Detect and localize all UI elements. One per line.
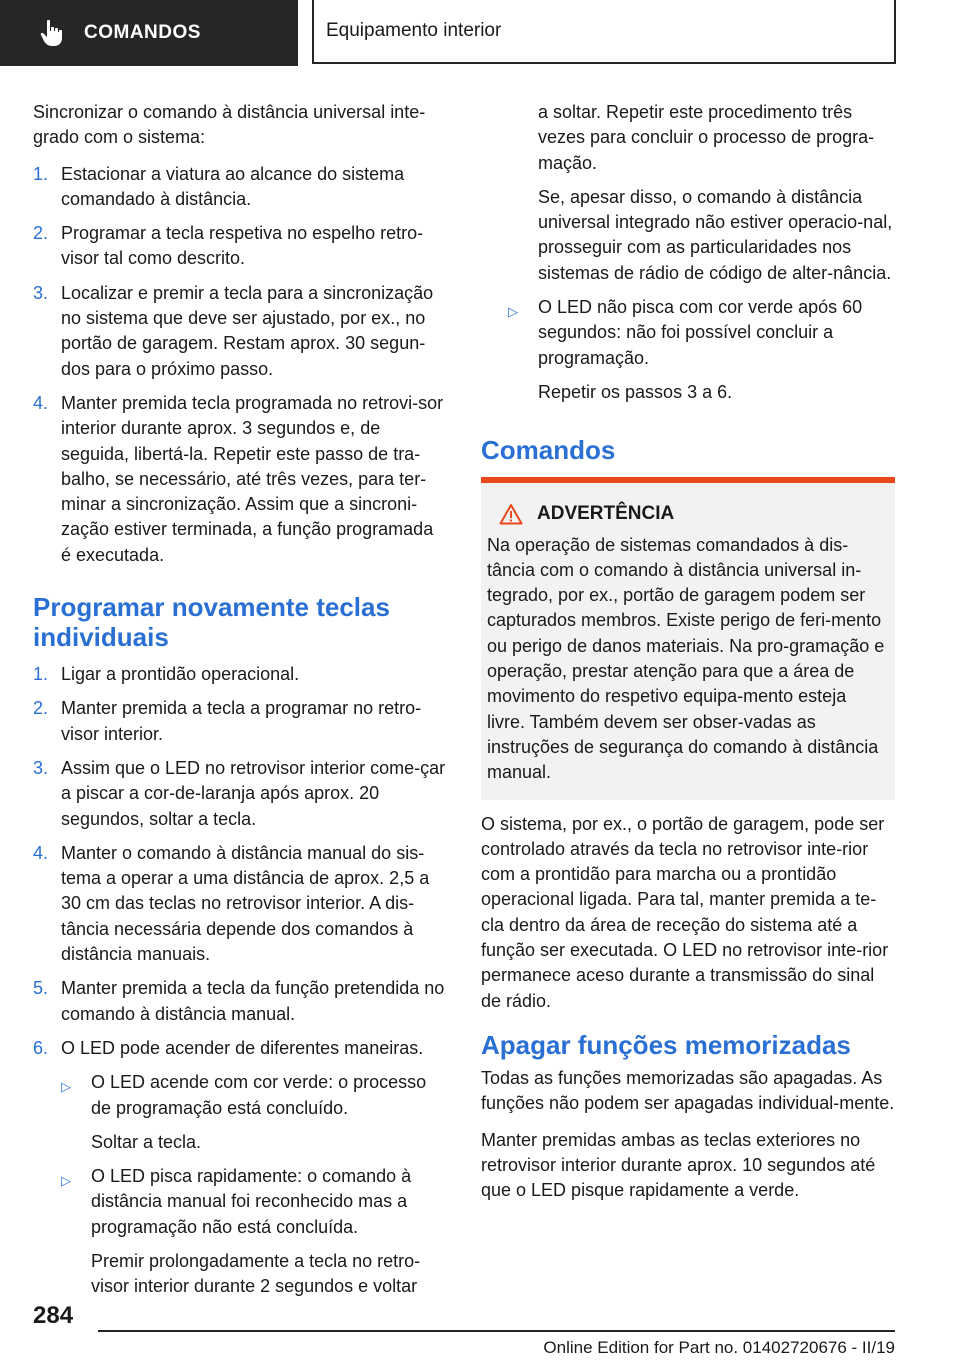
list-item — [33, 841, 448, 967]
list-item — [33, 756, 448, 832]
bullet-text: O LED acende com cor verde: o processo de programação está concluído. — [91, 1072, 427, 1118]
triangle-bullet-icon: ▷ — [508, 304, 518, 320]
sync-steps-list — [33, 162, 448, 568]
warning-title-text: ADVERTÊNCIA — [537, 503, 675, 525]
warning-text: Na operação de sistemas comandados à dis-tância com o comando à distância universal in-tegrado, por ex., portão de garagem podem ser capturados membros. Existe perigo de feri-mento ou perigo de danos materiais. Na pro-gramação e operação, prestar atenção para que a área de movimento do respetivo equipa-mento esteja livre. Também devem ser obser-vadas as instruções de segurança do comando à distância manual. — [487, 534, 885, 783]
step-number: 5. — [33, 978, 49, 999]
chapter-tab — [0, 0, 298, 66]
triangle-bullet-icon: ▷ — [61, 1079, 71, 1095]
page-number: 284 — [33, 1302, 74, 1329]
list-item — [33, 662, 448, 687]
warning-box — [481, 483, 895, 799]
list-item — [33, 696, 448, 747]
step-text: Localizar e premir a tecla para a sincronização no sistema que deve ser ajustado, por ex., no portão de garagem. Restam aprox. 30 segun-dos para o próximo passo. — [61, 282, 434, 379]
step-number: 3. — [33, 282, 49, 303]
page-footer — [0, 1300, 960, 1362]
chapter-label: COMANDOS — [84, 22, 201, 43]
list-item — [33, 391, 448, 568]
section-heading-erase: Apagar funções memorizadas — [481, 1029, 851, 1060]
section-heading-reprogram: Programar novamente teclas individuais — [33, 592, 390, 653]
step-text: Assim que o LED no retrovisor interior come-çar a piscar a cor-de-laranja após aprox. 20 segundos, soltar a tecla. — [61, 757, 446, 829]
step-text: Manter premida a tecla da função pretendida no comando à distância manual. — [61, 978, 445, 1024]
reprogram-steps-list — [33, 662, 448, 1300]
list-item — [33, 976, 448, 1027]
list-item — [33, 281, 448, 382]
bullet-continuation — [538, 100, 895, 286]
continuation-text: Se, apesar disso, o comando à distância universal integrado não estiver operacio-nal, prosseguir com as particularidades nos sistemas de rádio de código de alter-nância. — [538, 186, 893, 283]
step-text: Estacionar a viatura ao alcance do sistema comandado à distância. — [61, 163, 405, 209]
triangle-bullet-icon: ▷ — [61, 1173, 71, 1189]
bullet-text: O LED não pisca com cor verde após 60 segundos: não foi possível concluir a programação. — [538, 297, 863, 368]
list-item — [508, 295, 895, 405]
section-title: Equipamento interior — [326, 20, 502, 41]
step-number: 3. — [33, 757, 49, 778]
step-number: 4. — [33, 392, 49, 413]
page-header — [0, 0, 960, 66]
intro-paragraph: Sincronizar o comando à distância universal inte-grado com o sistema: — [33, 102, 426, 148]
step-number: 4. — [33, 842, 49, 863]
bullet-extra: Premir prolongadamente a tecla no retro-visor interior durante 2 segundos e voltar — [91, 1250, 421, 1297]
list-item — [33, 221, 448, 272]
step-text: Manter o comando à distância manual do sis-tema a operar a uma distância de aprox. 2,5 a 30 cm das teclas no retrovisor interior. A dis-tância necessária depende dos comandos à distância manuais. — [61, 842, 430, 965]
section-heading-comandos: Comandos — [481, 435, 616, 466]
list-item — [61, 1164, 448, 1299]
left-column — [33, 100, 448, 1309]
erase-paragraph: Todas as funções memorizadas são apagadas. As funções não podem ser apagadas individual-mente. — [481, 1067, 895, 1114]
bullet-extra: Soltar a tecla. — [91, 1131, 202, 1152]
step-number: 1. — [33, 163, 49, 184]
step-number: 1. — [33, 664, 49, 685]
list-item — [33, 162, 448, 213]
step-text: Manter premida a tecla a programar no retro-visor interior. — [61, 698, 422, 744]
warning-title — [499, 501, 885, 526]
operation-paragraph: O sistema, por ex., o portão de garagem, pode ser controlado através da tecla no retrovisor inte-rior com a prontidão para marcha ou a prontidão operacional ligada. Para tal, manter premida a te-cla dentro da área de receção do sistema até a função ser executada. O LED no retrovisor inte-rior permanece aceso durante a transmissão do sinal de rádio. — [481, 813, 889, 1011]
right-column — [481, 100, 895, 1214]
hand-pointer-icon — [38, 18, 66, 48]
step-number: 6. — [33, 1037, 49, 1058]
bullet-text: O LED pisca rapidamente: o comando à distância manual foi reconhecido mas a programação não está concluída. — [91, 1166, 412, 1237]
bullet-extra: Repetir os passos 3 a 6. — [538, 381, 733, 402]
step-number: 2. — [33, 698, 49, 719]
section-title-box — [312, 0, 896, 64]
continuation-text: a soltar. Repetir este procedimento três vezes para concluir o processo de progra-mação. — [538, 102, 875, 173]
erase-instructions: Manter premidas ambas as teclas exteriores no retrovisor interior durante aprox. 10 segundos até que o LED pisque rapidamente a verde. — [481, 1129, 876, 1201]
list-item — [33, 1036, 448, 1300]
list-item — [61, 1070, 448, 1155]
step-text: Programar a tecla respetiva no espelho retro-visor tal como descrito. — [61, 223, 424, 269]
edition-text: Online Edition for Part no. 01402720676 - II/19 — [543, 1338, 895, 1357]
step-text: Ligar a prontidão operacional. — [61, 664, 300, 685]
warning-triangle-icon — [499, 503, 523, 525]
step-number: 2. — [33, 223, 49, 244]
footer-rule — [98, 1330, 895, 1332]
step-text: O LED pode acender de diferentes maneiras. — [61, 1037, 424, 1058]
step-text: Manter premida tecla programada no retrovi-sor interior durante aprox. 3 segundos e, de seguida, libertá-la. Repetir este passo de tra-balho, se necessário, até três vezes, para ter-minar a sincronização. Assim que a sincroni-zação estiver terminada, a função programada é executada. — [61, 392, 444, 565]
